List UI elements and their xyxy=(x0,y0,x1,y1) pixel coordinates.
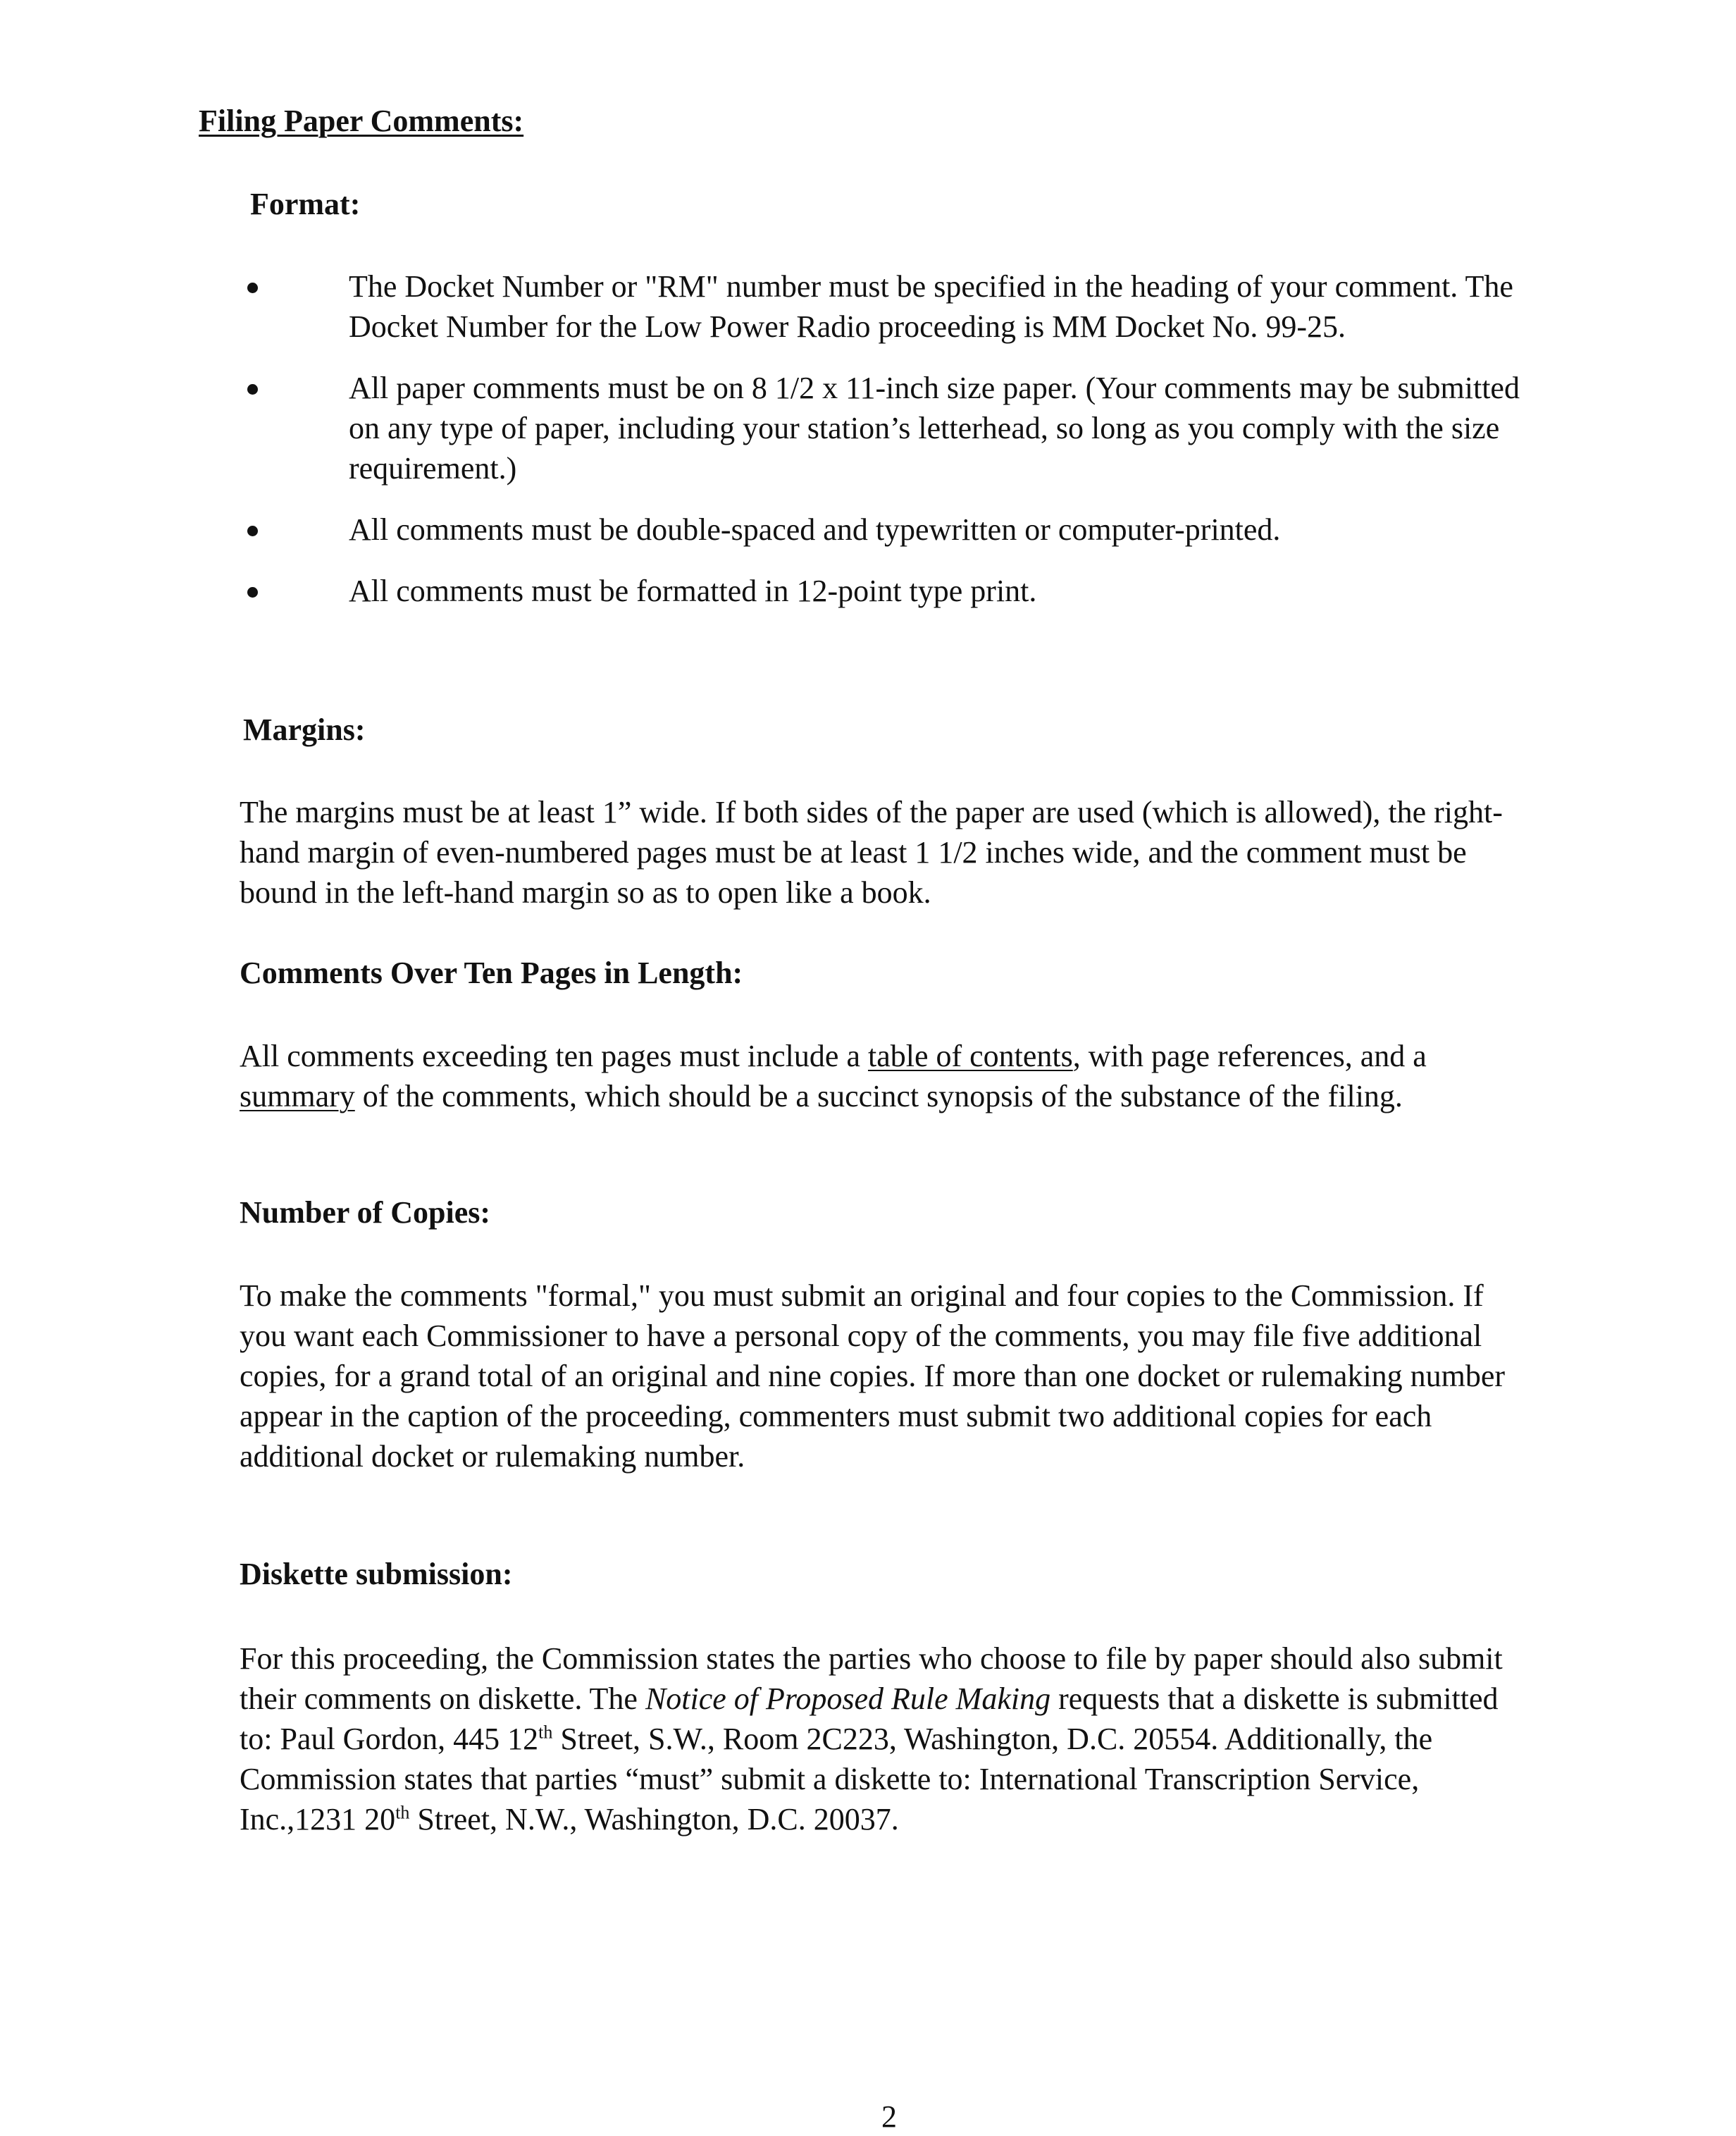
bullet-icon xyxy=(247,526,258,536)
list-item xyxy=(243,571,1525,611)
main-heading: Filing Paper Comments: xyxy=(199,104,524,138)
bullet-text: All paper comments must be on 8 1/2 x 11-inch size paper. (Your comments may be submitted on any type of paper, including your station’s letterhead, so long as you comply with the size requirement.) xyxy=(349,371,1520,486)
bullet-icon xyxy=(247,587,258,598)
paragraph-text: requests that a diskette is submitted to: Paul Gordon, 445 12 xyxy=(240,1681,1499,1756)
paragraph-text: Street, N.W., Washington, D.C. 20037. xyxy=(409,1802,899,1836)
paragraph-text: For this proceeding, the Commission states the parties who choose to file by paper should also submit their comments on diskette. The xyxy=(240,1641,1503,1716)
format-bullet-list xyxy=(243,266,1525,632)
paragraph-text: of the comments, which should be a succinct synopsis of the substance of the filing. xyxy=(354,1079,1403,1113)
bullet-text: The Docket Number or "RM" number must be specified in the heading of your comment. The Docket Number for the Low Power Radio proceeding is MM Docket No. 99-25. xyxy=(349,269,1513,344)
list-item xyxy=(243,266,1525,347)
page-number: 2 xyxy=(881,2099,897,2134)
ordinal-suffix: th xyxy=(395,1802,410,1823)
summary-term: summary xyxy=(240,1079,355,1113)
copies-heading: Number of Copies: xyxy=(240,1195,491,1230)
margins-paragraph: The margins must be at least 1” wide. If both sides of the paper are used (which is allowed), the right-hand margin of even-numbered pages must be at least 1 1/2 inches wide, and the comment must be bound in the left-hand margin so as to open like a book. xyxy=(240,795,1503,910)
paragraph-text: Street, S.W., Room 2C223, Washington, D.C. 20554. Additionally, the Commission states that parties “must” submit a diskette to: International Transcription Service, Inc.,1231 20 xyxy=(240,1722,1433,1836)
diskette-paragraph xyxy=(240,1638,1529,1839)
paragraph-text: , with page references, and a xyxy=(1072,1039,1427,1073)
ordinal-suffix: th xyxy=(538,1722,553,1743)
list-item xyxy=(243,368,1525,488)
bullet-text: All comments must be formatted in 12-point type print. xyxy=(349,574,1037,608)
paragraph-text: All comments exceeding ten pages must include a xyxy=(240,1039,868,1073)
diskette-heading: Diskette submission: xyxy=(240,1557,513,1591)
table-of-contents-term: table of contents xyxy=(867,1039,1073,1073)
format-heading: Format: xyxy=(250,187,361,221)
margins-heading: Margins: xyxy=(243,712,366,747)
over-ten-pages-heading: Comments Over Ten Pages in Length: xyxy=(240,956,743,990)
bullet-icon xyxy=(247,283,258,293)
bullet-icon xyxy=(247,384,258,395)
bullet-text: All comments must be double-spaced and typewritten or computer-printed. xyxy=(349,512,1281,547)
notice-title: Notice of Proposed Rule Making xyxy=(645,1681,1051,1716)
copies-paragraph: To make the comments "formal," you must submit an original and four copies to the Commission. If you want each Commissioner to have a personal copy of the comments, you may file five additional copies, for a grand total of an original and nine copies. If more than one docket or rulemaking number appear in the caption of the proceeding, commenters must submit two additional copies for each additional docket or rulemaking number. xyxy=(240,1278,1506,1474)
list-item xyxy=(243,510,1525,550)
over-ten-pages-paragraph xyxy=(240,1036,1529,1116)
